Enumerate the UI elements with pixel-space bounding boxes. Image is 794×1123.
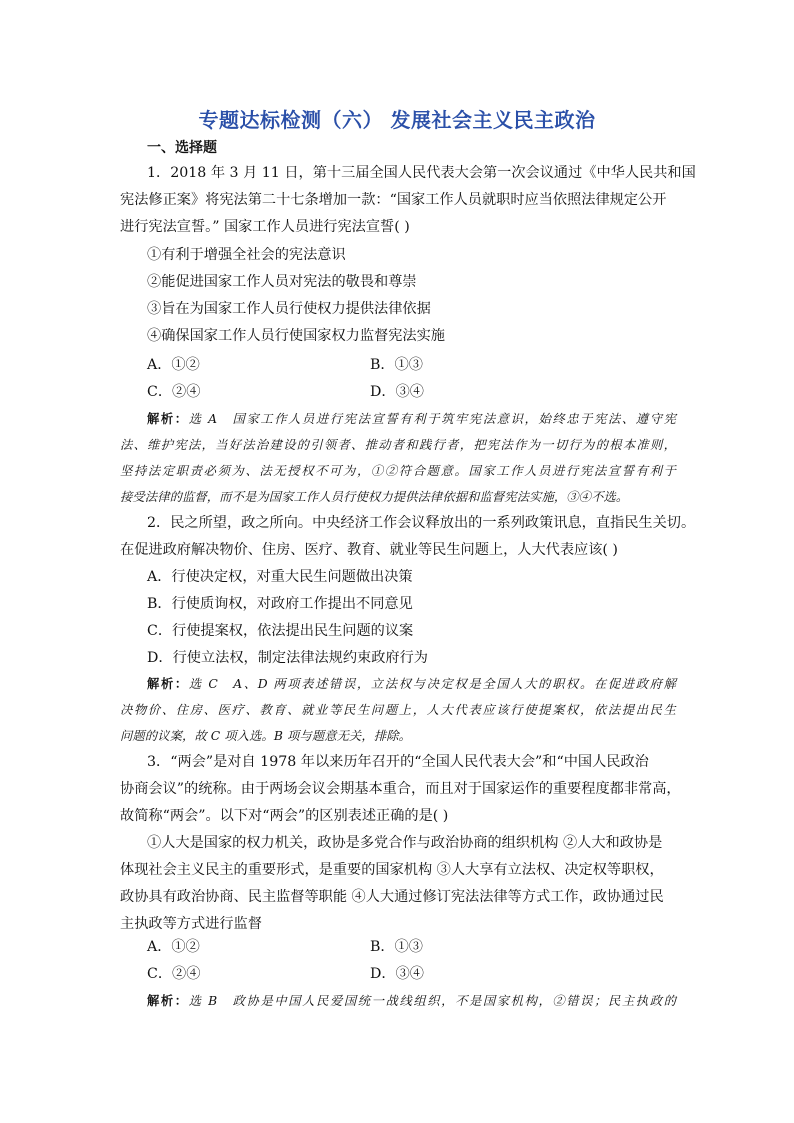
q2-analysis-line: 决物价、住房、医疗、教育、就业等民生问题上，人大代表应该行使提案权，依法提出民生 [120, 703, 676, 717]
q1-analysis-line: 解析：选 A 国家工作人员进行宪法宣誓有利于筑牢宪法意识，始终忠于宪法、遵守宪 [147, 411, 676, 426]
q1-item: ④确保国家工作人员行使国家权力监督宪法实施 [147, 328, 445, 344]
analysis-tag: 解析： [147, 993, 189, 1008]
q2-option-b: B．行使质询权，对政府工作提出不同意见 [147, 596, 413, 612]
section-heading: 一、选择题 [147, 140, 217, 156]
q1-stem-line: 1．2018 年 3 月 11 日，第十三届全国人民代表大会第一次会议通过《中华人民共和国 [147, 165, 696, 181]
q3-stem-line: 故简称“两会”。以下对“两会”的区别表述正确的是( ) [120, 808, 449, 824]
page-title: 专题达标检测（六） 发展社会主义民主政治 [198, 108, 596, 132]
q2-option-d: D．行使立法权，制定法律法规约束政府行为 [147, 650, 428, 666]
q1-analysis-line: 坚持法定职责必须为、法无授权不可为，①②符合题意。国家工作人员进行宪法宣誓有利于 [120, 464, 676, 478]
q2-stem-line: 2．民之所望，政之所向。中央经济工作会议释放出的一系列政策讯息，直指民生关切。 [147, 515, 696, 531]
analysis-tag: 解析： [147, 676, 189, 691]
q1-analysis-line: 法、维护宪法，当好法治建设的引领者、推动者和践行者，把宪法作为一切行为的根本准则， [120, 438, 676, 452]
q3-stem-line: 3．“两会”是对自 1978 年以来历年召开的“全国人民代表大会”和“中国人民政治 [147, 754, 649, 770]
q3-stem-line: 协商会议”的统称。由于两场会议会期基本重合，而且对于国家运作的重要程度都非常高， [120, 781, 681, 797]
q2-analysis-line: 问题的议案，故 C 项入选。B 项与题意无关，排除。 [120, 729, 412, 743]
q2-option-a: A．行使决定权，对重大民生问题做出决策 [147, 569, 413, 585]
q2-option-c: C．行使提案权，依法提出民生问题的议案 [147, 623, 414, 639]
q1-analysis-line: 接受法律的监督，而不是为国家工作人员行使权力提供法律依据和监督宪法实施，③④不选。 [120, 490, 629, 504]
q1-item: ②能促进国家工作人员对宪法的敬畏和尊崇 [147, 274, 417, 290]
q3-item-line: ①人大是国家的权力机关，政协是多党合作与政治协商的组织机构 ②人大和政协是 [147, 835, 663, 851]
q1-item: ①有利于增强全社会的宪法意识 [147, 247, 346, 263]
q1-option-b: B．①③ [370, 357, 423, 373]
q3-option-d: D．③④ [370, 966, 424, 982]
q1-stem-line: 宪法修正案》将宪法第二十七条增加一款：“国家工作人员就职时应当依照法律规定公开 [120, 192, 667, 208]
q1-option-d: D．③④ [370, 384, 424, 400]
q3-option-a: A．①② [147, 939, 200, 955]
q1-item: ③旨在为国家工作人员行使权力提供法律依据 [147, 301, 431, 317]
q3-item-line: 主执政等方式进行监督 [120, 916, 262, 932]
q3-option-c: C．②④ [147, 966, 201, 982]
q1-stem-line: 进行宪法宣誓。” 国家工作人员进行宪法宣誓( ) [120, 219, 410, 235]
analysis-tag: 解析： [147, 411, 189, 426]
q2-stem-line: 在促进政府解决物价、住房、医疗、教育、就业等民生问题上，人大代表应该( ) [120, 542, 618, 558]
q3-analysis-line: 解析：选 B 政协是中国人民爱国统一战线组织，不是国家机构，②错误；民主执政的 [147, 993, 676, 1008]
q3-item-line: 政协具有政治协商、民主监督等职能 ④人大通过修订宪法法律等方式工作，政协通过民 [120, 889, 664, 905]
q1-option-c: C．②④ [147, 384, 201, 400]
q3-option-b: B．①③ [370, 939, 423, 955]
q2-analysis-line: 解析：选 C A、D 两项表述错误，立法权与决定权是全国人大的职权。在促进政府解 [147, 676, 676, 691]
q1-option-a: A．①② [147, 357, 200, 373]
q3-item-line: 体现社会主义民主的重要形式，是重要的国家机构 ③人大享有立法权、决定权等职权， [120, 862, 664, 878]
